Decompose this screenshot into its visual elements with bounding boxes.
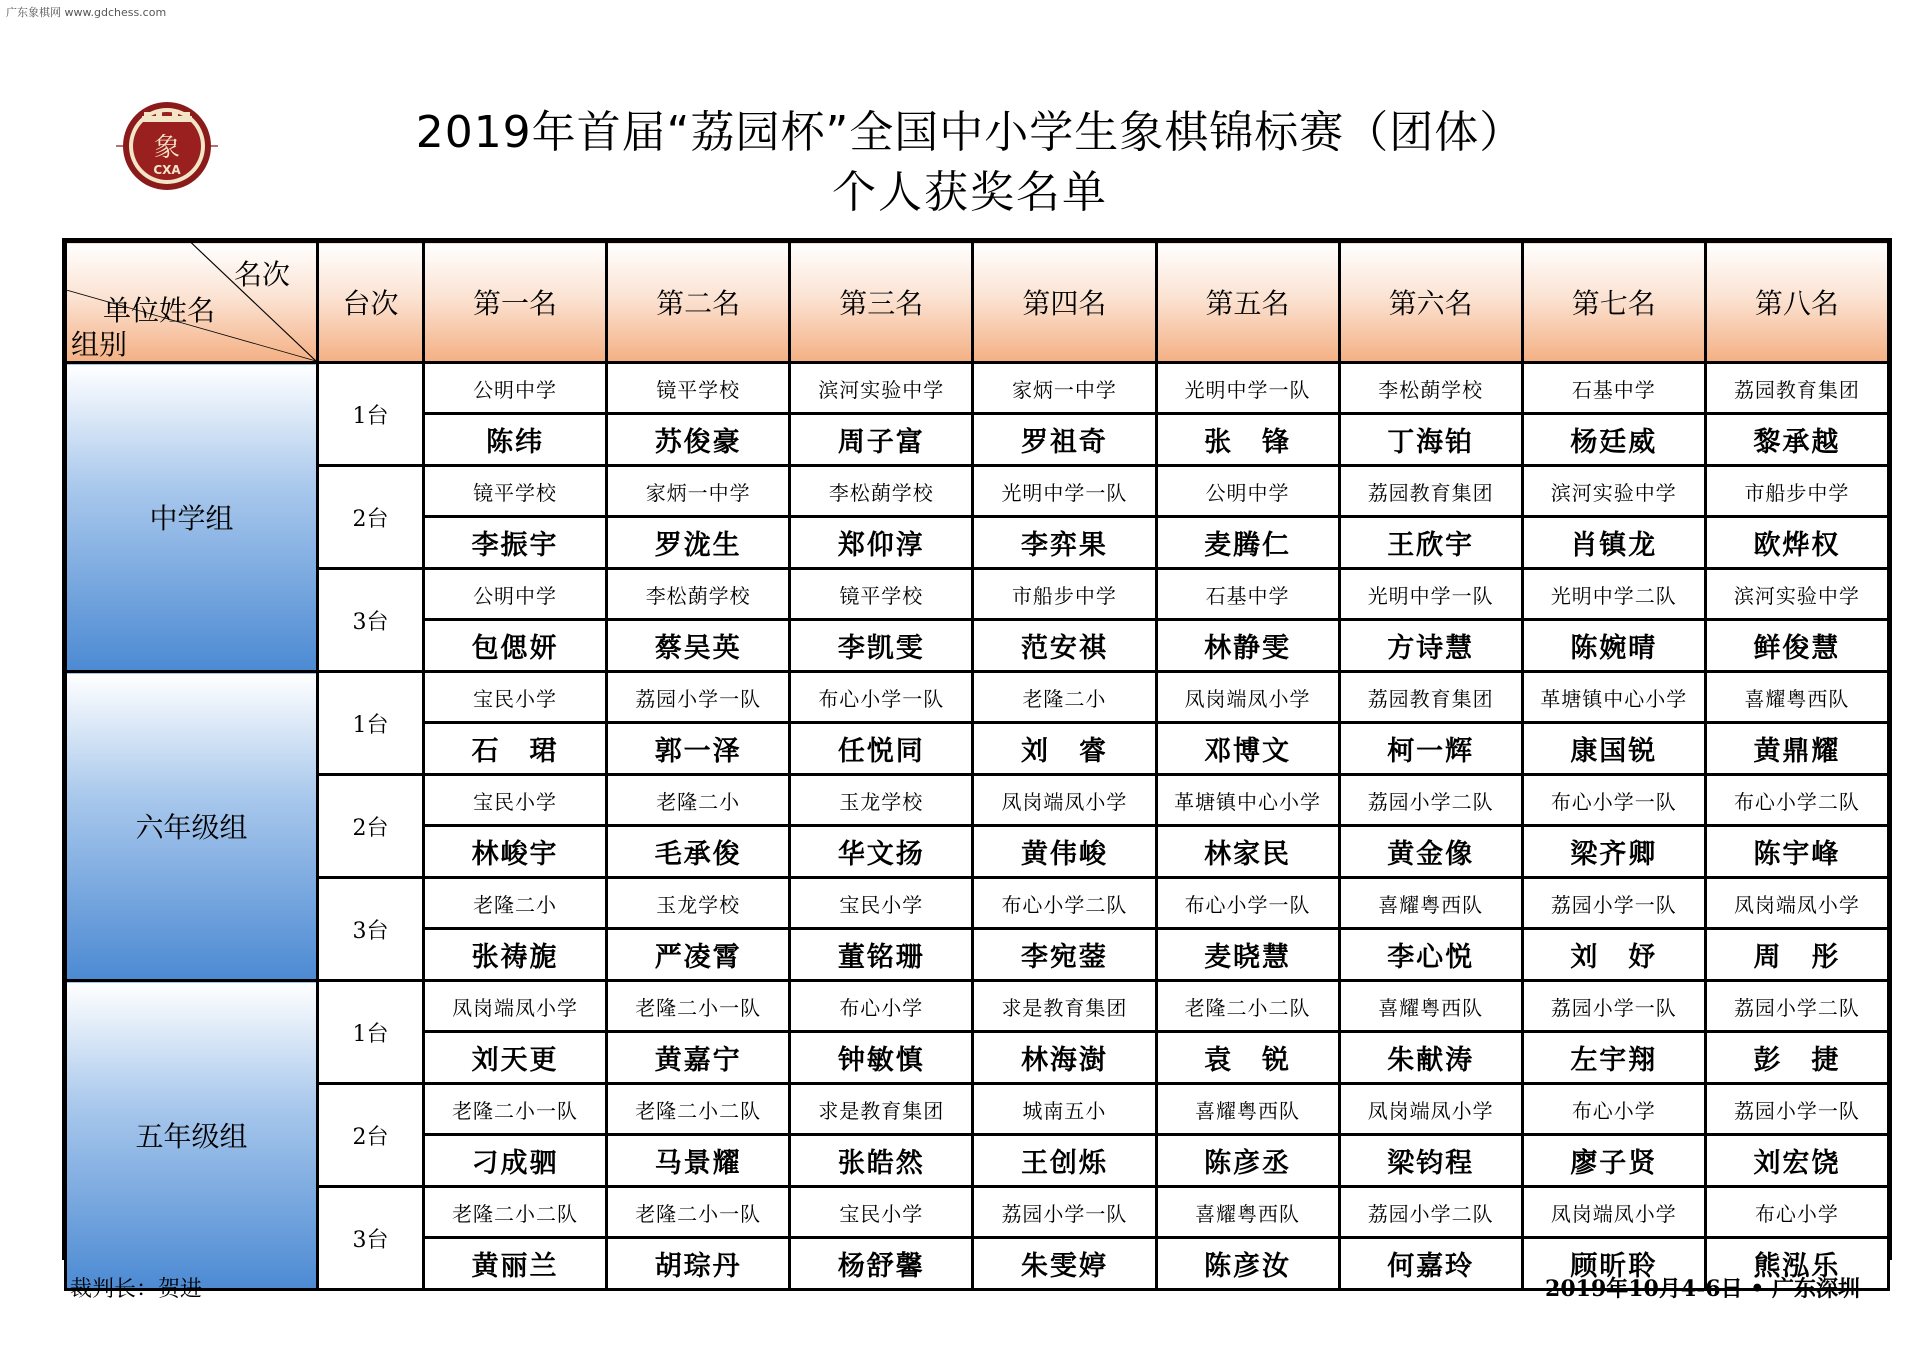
school-cell: 布心小学二队 [1705,775,1888,826]
player-name-cell: 林静雯 [1156,620,1339,672]
player-name-cell: 黄鼎耀 [1705,723,1888,775]
group-label: 中学组 [66,363,318,672]
school-cell: 喜耀粤西队 [1156,1187,1339,1238]
player-name-cell: 袁 锐 [1156,1032,1339,1084]
group-label: 六年级组 [66,672,318,981]
school-cell: 荔园小学一队 [1522,878,1705,929]
school-cell: 光明中学一队 [973,466,1156,517]
header-rank-1: 第一名 [424,242,607,363]
player-name-cell: 王欣宇 [1339,517,1522,569]
header-rank-7: 第七名 [1522,242,1705,363]
school-cell: 滨河实验中学 [1522,466,1705,517]
corner-header-cell [66,242,318,363]
corner-label-rank: 名次 [233,258,290,291]
player-name-cell: 毛承俊 [607,826,790,878]
header-rank-3: 第三名 [790,242,973,363]
school-cell: 荔园小学一队 [1705,1084,1888,1135]
school-cell: 老隆二小 [607,775,790,826]
player-name-cell: 陈彦丞 [1156,1135,1339,1187]
player-name-cell: 包偲妍 [424,620,607,672]
player-name-cell: 黎承越 [1705,414,1888,466]
player-name-cell: 陈宇峰 [1705,826,1888,878]
school-cell: 市船步中学 [1705,466,1888,517]
school-cell: 李松蓢学校 [790,466,973,517]
corner-label-unit-name: 单位姓名 [103,294,216,327]
school-cell: 布心小学一队 [790,672,973,723]
school-row [66,672,1889,723]
player-name-cell: 林家民 [1156,826,1339,878]
board-label: 1台 [318,981,424,1084]
school-cell: 镜平学校 [790,569,973,620]
player-name-cell: 陈彦汝 [1156,1238,1339,1290]
school-cell: 喜耀粤西队 [1705,672,1888,723]
player-name-cell: 林峻宇 [424,826,607,878]
player-name-cell: 朱雯婷 [973,1238,1156,1290]
player-name-cell: 蔡吴英 [607,620,790,672]
school-cell: 公明中学 [424,363,607,414]
school-cell: 荔园小学一队 [973,1187,1156,1238]
watermark-text: 广东象棋网 www.gdchess.com [6,6,167,19]
player-name-cell: 李凯雯 [790,620,973,672]
player-name-cell: 杨廷威 [1522,414,1705,466]
player-name-cell: 何嘉玲 [1339,1238,1522,1290]
header-rank-6: 第六名 [1339,242,1522,363]
header-rank-8: 第八名 [1705,242,1888,363]
header-rank-5: 第五名 [1156,242,1339,363]
player-name-cell: 罗祖奇 [973,414,1156,466]
school-cell: 老隆二小 [973,672,1156,723]
player-name-cell: 黄伟峻 [973,826,1156,878]
school-cell: 石基中学 [1522,363,1705,414]
school-cell: 凤岗端凤小学 [424,981,607,1032]
school-cell: 滨河实验中学 [1705,569,1888,620]
player-name-cell: 刘宏饶 [1705,1135,1888,1187]
player-name-cell: 肖镇龙 [1522,517,1705,569]
awards-table [62,238,1892,1282]
school-cell: 布心小学 [790,981,973,1032]
school-cell: 宝民小学 [790,1187,973,1238]
player-name-cell: 任悦同 [790,723,973,775]
player-name-cell: 刘 妤 [1522,929,1705,981]
player-name-cell: 刘天更 [424,1032,607,1084]
player-name-cell: 华文扬 [790,826,973,878]
school-cell: 宝民小学 [424,775,607,826]
school-cell: 李松蓢学校 [1339,363,1522,414]
player-name-cell: 柯一辉 [1339,723,1522,775]
school-cell: 荔园教育集团 [1339,466,1522,517]
school-cell: 镜平学校 [424,466,607,517]
school-row [66,981,1889,1032]
school-row [66,569,1889,620]
school-cell: 喜耀粤西队 [1339,878,1522,929]
school-cell: 老隆二小二队 [1156,981,1339,1032]
school-cell: 布心小学二队 [973,878,1156,929]
school-cell: 荔园教育集团 [1339,672,1522,723]
player-name-cell: 鲜俊慧 [1705,620,1888,672]
school-cell: 凤岗端凤小学 [1705,878,1888,929]
player-name-cell: 罗泷生 [607,517,790,569]
player-name-cell: 黄丽兰 [424,1238,607,1290]
school-row [66,466,1889,517]
school-cell: 老隆二小一队 [607,981,790,1032]
player-name-cell: 梁齐卿 [1522,826,1705,878]
player-name-cell: 左宇翔 [1522,1032,1705,1084]
school-cell: 喜耀粤西队 [1339,981,1522,1032]
group-label: 五年级组 [66,981,318,1290]
player-name-cell: 陈婉晴 [1522,620,1705,672]
school-cell: 布心小学 [1522,1084,1705,1135]
school-cell: 李松蓢学校 [607,569,790,620]
player-name-cell: 麦晓慧 [1156,929,1339,981]
school-cell: 布心小学 [1705,1187,1888,1238]
player-name-cell: 李振宇 [424,517,607,569]
player-name-cell: 李弈果 [973,517,1156,569]
player-name-cell: 熊泓乐 [1705,1238,1888,1290]
school-row [66,1084,1889,1135]
school-cell: 市船步中学 [973,569,1156,620]
header-row [66,242,1889,363]
school-cell: 公明中学 [1156,466,1339,517]
school-cell: 凤岗端凤小学 [973,775,1156,826]
board-label: 1台 [318,363,424,466]
school-cell: 家炳一中学 [607,466,790,517]
board-label: 2台 [318,775,424,878]
player-name-cell: 周子富 [790,414,973,466]
player-name-cell: 刁成驷 [424,1135,607,1187]
header-rank-2: 第二名 [607,242,790,363]
player-name-cell: 严凌霄 [607,929,790,981]
school-cell: 凤岗端凤小学 [1156,672,1339,723]
header-rank-4: 第四名 [973,242,1156,363]
player-name-cell: 丁海铂 [1339,414,1522,466]
player-name-cell: 胡琮丹 [607,1238,790,1290]
chief-referee: 裁判长：贺进 [70,1277,203,1302]
player-name-cell: 黄嘉宁 [607,1032,790,1084]
player-name-cell: 李心悦 [1339,929,1522,981]
player-name-cell: 欧烨权 [1705,517,1888,569]
board-label: 2台 [318,466,424,569]
school-cell: 玉龙学校 [790,775,973,826]
player-name-cell: 石 珺 [424,723,607,775]
player-name-cell: 苏俊豪 [607,414,790,466]
svg-text:象: 象 [153,133,181,163]
school-cell: 革塘镇中心小学 [1156,775,1339,826]
school-cell: 老隆二小一队 [424,1084,607,1135]
school-cell: 老隆二小二队 [607,1084,790,1135]
player-name-cell: 方诗慧 [1339,620,1522,672]
school-cell: 喜耀粤西队 [1156,1084,1339,1135]
school-row [66,363,1889,414]
school-row [66,775,1889,826]
player-name-cell: 马景耀 [607,1135,790,1187]
player-name-cell: 周 彤 [1705,929,1888,981]
player-name-cell: 彭 捷 [1705,1032,1888,1084]
page-title: 2019年首届“荔园杯”全国中小学生象棋锦标赛（团体） [415,107,1525,158]
player-name-cell: 顾昕聆 [1522,1238,1705,1290]
school-cell: 荔园小学二队 [1339,1187,1522,1238]
school-cell: 光明中学一队 [1156,363,1339,414]
school-cell: 镜平学校 [607,363,790,414]
school-cell: 凤岗端凤小学 [1339,1084,1522,1135]
school-cell: 光明中学一队 [1339,569,1522,620]
page-subtitle: 个人获奖名单 [832,167,1108,218]
school-cell: 老隆二小 [424,878,607,929]
school-cell: 凤岗端凤小学 [1522,1187,1705,1238]
player-name-cell: 杨舒馨 [790,1238,973,1290]
school-cell: 光明中学二队 [1522,569,1705,620]
school-cell: 求是教育集团 [973,981,1156,1032]
school-cell: 家炳一中学 [973,363,1156,414]
school-cell: 城南五小 [973,1084,1156,1135]
date-and-place: 2019年10月4-6日 • 广东深圳 [1545,1276,1860,1302]
player-name-cell: 张皓然 [790,1135,973,1187]
player-name-cell: 郭一泽 [607,723,790,775]
school-cell: 老隆二小一队 [607,1187,790,1238]
school-cell: 布心小学一队 [1156,878,1339,929]
board-label: 3台 [318,878,424,981]
player-name-cell: 康国锐 [1522,723,1705,775]
school-row [66,1187,1889,1238]
school-cell: 荔园教育集团 [1705,363,1888,414]
school-cell: 布心小学一队 [1522,775,1705,826]
school-cell: 荔园小学二队 [1705,981,1888,1032]
player-name-cell: 梁钧程 [1339,1135,1522,1187]
board-label: 3台 [318,1187,424,1290]
player-name-cell: 邓博文 [1156,723,1339,775]
board-label: 1台 [318,672,424,775]
school-cell: 荔园小学一队 [1522,981,1705,1032]
school-cell: 公明中学 [424,569,607,620]
player-name-cell: 钟敏慎 [790,1032,973,1084]
school-cell: 老隆二小二队 [424,1187,607,1238]
school-cell: 求是教育集团 [790,1084,973,1135]
school-cell: 荔园小学二队 [1339,775,1522,826]
player-name-cell: 董铭珊 [790,929,973,981]
board-label: 3台 [318,569,424,672]
school-cell: 石基中学 [1156,569,1339,620]
player-name-cell: 陈纬 [424,414,607,466]
player-name-cell: 林海澍 [973,1032,1156,1084]
school-cell: 滨河实验中学 [790,363,973,414]
school-cell: 宝民小学 [424,672,607,723]
player-name-cell: 朱献涛 [1339,1032,1522,1084]
player-name-cell: 张祷旎 [424,929,607,981]
school-row [66,878,1889,929]
player-name-cell: 王创烁 [973,1135,1156,1187]
player-name-cell: 麦腾仁 [1156,517,1339,569]
player-name-cell: 李宛蓥 [973,929,1156,981]
school-cell: 荔园小学一队 [607,672,790,723]
school-cell: 宝民小学 [790,878,973,929]
player-name-cell: 范安祺 [973,620,1156,672]
school-cell: 革塘镇中心小学 [1522,672,1705,723]
player-name-cell: 张 锋 [1156,414,1339,466]
school-cell: 玉龙学校 [607,878,790,929]
player-name-cell: 廖子贤 [1522,1135,1705,1187]
player-name-cell: 黄金像 [1339,826,1522,878]
svg-text:CXA: CXA [153,163,181,177]
board-label: 2台 [318,1084,424,1187]
player-name-cell: 郑仰淳 [790,517,973,569]
header-board: 台次 [318,242,424,363]
corner-label-group: 组别 [71,328,128,361]
player-name-cell: 刘 睿 [973,723,1156,775]
